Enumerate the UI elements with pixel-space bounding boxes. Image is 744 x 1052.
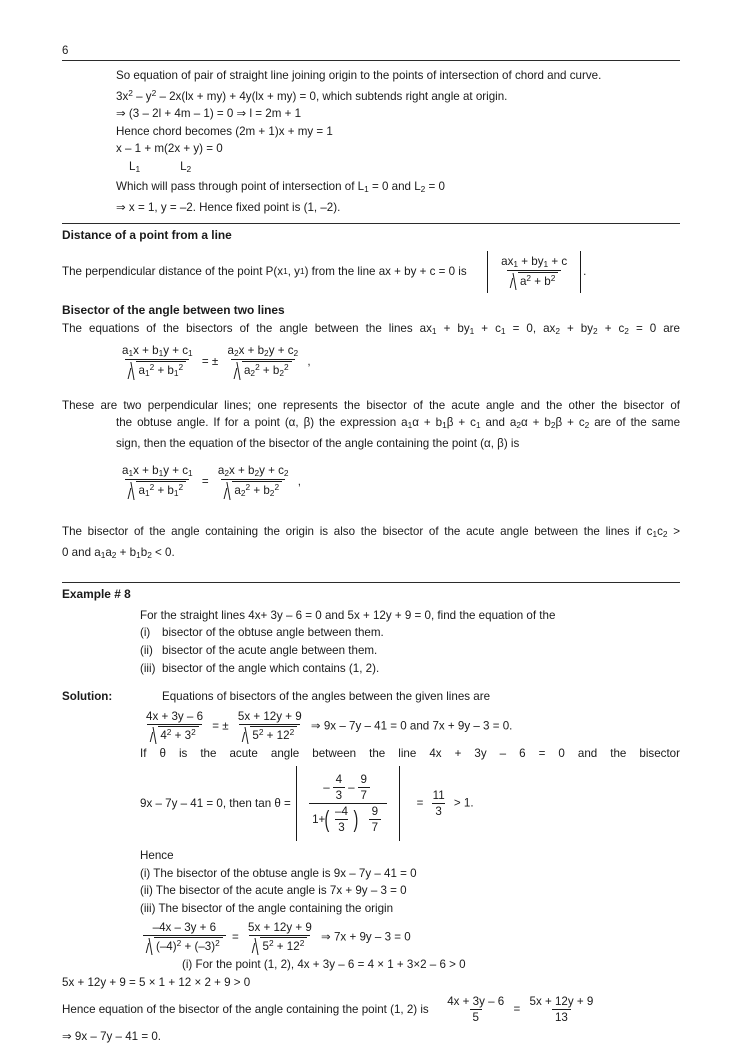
final-statement-text: Hence equation of the bisector of the angle containing the point (1, 2) is: [62, 1003, 429, 1016]
distance-sub-y: 1: [299, 266, 305, 277]
bisector-eq1-left-num: $a_1x + b_1y + c_1$: [122, 343, 193, 358]
bisector-eq2-right-num: $a_2x + b_2y + c_2$: [217, 463, 289, 478]
sqrt-icon: $a^2 + b^2$: [510, 272, 558, 289]
tan-den-frac-paren: $\frac{-4}{3}$: [335, 805, 348, 835]
example-item-0-text: bisector of the obtuse angle between them.: [162, 626, 384, 640]
check-line-1: (i) For the point (1, 2), 4x + 3y – 6 = 4 × 1 + 3×2 – 6 > 0: [182, 958, 466, 972]
example-prompt: For the straight lines 4x+ 3y – 6 = 0 and 5x + 12y + 9 = 0, find the equation of the: [140, 608, 556, 622]
sol-eq2-left: [143, 921, 226, 954]
tan-num-neg: –: [323, 781, 330, 795]
tan-abs-value: [296, 766, 400, 841]
final-eq-right-den: 13: [552, 1009, 571, 1024]
line-labels: [116, 158, 680, 179]
final-statement-row: [62, 991, 680, 1024]
top-line-8: ⇒ x = 1, y = –2. Hence fixed point is (1, –2).: [116, 201, 341, 215]
top-line-7-sub2: 2: [420, 184, 426, 195]
sol-eq2-left-den: [143, 935, 226, 954]
sol-eq2-result: ⇒ 7x + 9y – 3 = 0: [321, 930, 411, 944]
bisector-eq1-left-den: [125, 359, 189, 379]
bisector-equation-2: [62, 464, 680, 500]
top-line-7-sub1: 1: [364, 184, 369, 195]
tan-theta-row: [62, 762, 680, 841]
bisector-para2-line2: the obtuse angle. If for a point (α, β) the expression $a_1\alpha + b_1\beta + c_1$ and $a_2\alpha + b_2\beta + c_2$ are of the same: [116, 416, 681, 431]
bisector-para3-line2: 0 and $a_1a_2 + b_1b_2 < 0$.: [62, 546, 175, 561]
solution-equation-2: [62, 917, 680, 954]
solution-equation-1: [62, 706, 680, 743]
distance-text-a: The perpendicular distance of the point P(x: [62, 265, 284, 279]
label-l1: L: [129, 159, 136, 173]
tan-denominator: [309, 803, 387, 834]
final-eq-right: [527, 995, 597, 1024]
sol-eq2-right-num: 5x + 12y + 9: [248, 921, 312, 935]
tan-numerator: [320, 773, 376, 803]
sol-eq1-left-den: [147, 724, 201, 743]
label-l1-sub: 1: [135, 163, 141, 174]
bisector-eq1-right: [224, 344, 301, 380]
solution-label: Solution:: [62, 690, 113, 704]
top-line-2-mid: – y: [132, 89, 152, 103]
top-line-1: So equation of pair of straight line joining origin to the points of intersection of chord and curve.: [116, 69, 602, 82]
check-line-2: 5x + 12y + 9 = 5 × 1 + 12 × 2 + 9 > 0: [62, 975, 251, 989]
sol-eq1-left-num: 4x + 3y – 6: [146, 709, 204, 723]
sqrt-icon: $a_2^2 + b_2^2$: [234, 361, 292, 379]
bisector-eq2-right: [215, 464, 292, 500]
tan-equals: =: [416, 796, 424, 810]
final-eq-equals: =: [513, 1002, 521, 1016]
distance-text: [62, 263, 467, 281]
tan-result-fraction: [430, 789, 448, 818]
sol-eq2-right-den: [249, 935, 310, 954]
top-line-7-c: = 0: [425, 180, 445, 194]
conclusion-2: (iii) The bisector of the angle containing the origin: [140, 901, 394, 915]
theta-line: If θ is the acute angle between the line 4x + 3y – 6 = 0 and the bisector: [140, 746, 680, 760]
bisector-eq2-left-num: $a_1x + b_1y + c_1$: [122, 463, 193, 478]
distance-sub-x: 1: [283, 266, 288, 277]
final-eq-left: [444, 995, 507, 1024]
sol-eq1-right-den: [239, 724, 300, 743]
example-title: Example # 8: [62, 586, 131, 601]
heading-distance-point-line: Distance of a point from a line: [62, 227, 232, 242]
bisector-eq2-left-den: [125, 479, 189, 499]
sqrt-icon: $a_1^2 + b_1^2$: [128, 361, 186, 379]
tan-result-num: 11: [432, 789, 445, 803]
top-line-4: Hence chord becomes (2m + 1)x + my = 1: [116, 124, 333, 138]
top-line-2-sup2: 2: [151, 87, 157, 98]
top-line-2-sup1: 2: [128, 87, 133, 98]
tan-theta-prefix: 9x – 7y – 41 = 0, then tan θ =: [140, 796, 291, 810]
sqrt-icon: $5^2 + 12^2$: [242, 726, 297, 743]
bisector-eq1-right-den: [231, 359, 295, 379]
bisector-eq1-right-num: $a_2x + b_2y + c_2$: [227, 343, 299, 358]
sol-eq1-plusminus: = ±: [212, 719, 229, 733]
sqrt-icon: $a_1^2 + b_1^2$: [128, 481, 186, 499]
example-item-1-marker: (ii): [140, 644, 153, 657]
sqrt-icon: $(-4)^2 + (-3)^2$: [146, 937, 223, 954]
label-l2: L: [180, 159, 187, 173]
distance-numerator: $ax_1 + by_1 + c$: [501, 254, 568, 269]
bisector-eq2-equals: =: [201, 474, 209, 488]
tan-num-frac-right: $\frac{9}{7}$: [358, 773, 370, 802]
bisector-para-3: [62, 523, 680, 565]
example-item-1: [62, 642, 680, 660]
top-line-7-b: = 0 and L: [368, 180, 421, 194]
sol-eq1-result: ⇒ 9x – 7y – 41 = 0 and 7x + 9y – 3 = 0.: [310, 719, 513, 733]
hence-label: Hence: [140, 849, 174, 863]
sol-eq2-equals: =: [231, 930, 239, 944]
sol-eq2-right: [245, 921, 315, 954]
sol-eq1-right: [235, 710, 305, 743]
final-result: ⇒ 9x – 7y – 41 = 0.: [62, 1030, 161, 1044]
top-line-2: [116, 85, 680, 105]
bisector-equation-1: [62, 341, 680, 380]
tan-num-minus: –: [348, 781, 355, 795]
distance-denominator: [507, 270, 561, 289]
page-number: 6: [62, 45, 69, 57]
tan-den-paren: ( $\frac{-4}{3}$ ): [324, 805, 359, 835]
distance-period: .: [583, 265, 587, 278]
conclusion-1: (ii) The bisector of the acute angle is 7x + 9y – 3 = 0: [140, 884, 407, 898]
bisector-eq1-comma: ,: [307, 354, 311, 368]
sol-eq1-left: [143, 710, 206, 743]
example-item-0-marker: (i): [140, 626, 151, 640]
example-item-0: [62, 624, 680, 642]
example-item-2-text: bisector of the angle which contains (1, 2).: [162, 661, 380, 675]
top-line-2-pre: 3x: [116, 89, 129, 103]
top-line-2-rest: – 2x(lx + my) + 4y(lx + my) = 0, which subtends right angle at origin.: [156, 89, 508, 103]
bisector-eq2-left: [119, 464, 196, 500]
solution-intro: Equations of bisectors of the angles between the given lines are: [162, 690, 491, 704]
sol-eq1-right-num: 5x + 12y + 9: [237, 709, 302, 723]
sqrt-icon: $a_2^2 + b_2^2$: [224, 481, 282, 499]
top-line-7: [116, 178, 680, 199]
bisector-eq2-period: ,: [297, 474, 302, 488]
distance-formula-row: [62, 245, 680, 293]
sol-eq2-left-num: –4x – 3y + 6: [152, 921, 217, 935]
top-line-7-a: Which will pass through point of intersection of L: [116, 180, 365, 194]
tan-result-den: 3: [432, 803, 444, 818]
distance-abs-value: [487, 251, 581, 293]
top-line-3: ⇒ (3 – 2l + 4m – 1) = 0 ⇒ l = 2m + 1: [116, 106, 302, 120]
example-item-1-text: bisector of the acute angle between them.: [162, 644, 378, 657]
example-item-2-marker: (iii): [140, 661, 156, 675]
label-l2-sub: 2: [186, 163, 192, 174]
top-section: [62, 67, 680, 217]
distance-text-b: , y: [287, 265, 300, 279]
final-eq-left-num: 4x + 3y – 6: [447, 995, 505, 1009]
distance-text-c: ) from the line ax + by + c = 0 is: [304, 265, 467, 279]
tan-den-prefix: 1+: [312, 813, 326, 827]
distance-fraction: [498, 255, 570, 289]
tan-num-frac-left: $\frac{4}{3}$: [333, 773, 345, 802]
final-eq-left-den: 5: [470, 1009, 482, 1024]
heading-bisector-two-lines: Bisector of the angle between two lines: [62, 303, 285, 318]
bisector-para2-line3: sign, then the equation of the bisector of the angle containing the point (α, β) is: [116, 436, 520, 450]
example-item-2: [62, 660, 680, 678]
tan-fraction: [309, 773, 387, 834]
page-content: [62, 44, 680, 1046]
solution-row: [62, 688, 680, 706]
sqrt-icon: $4^2 + 3^2$: [150, 726, 198, 743]
conclusion-0: (i) The bisector of the obtuse angle is 9x – 7y – 41 = 0: [140, 866, 417, 880]
tan-den-frac-right: $\frac{9}{7}$: [369, 805, 381, 834]
bisector-eq1-left: [119, 344, 196, 380]
bisector-para-2: [62, 397, 680, 453]
sqrt-icon: $5^2 + 12^2$: [252, 937, 307, 954]
tan-result-suffix: > 1.: [453, 796, 474, 810]
final-eq-right-num: 5x + 12y + 9: [529, 995, 594, 1009]
bisector-para2-line1: These are two perpendicular lines; one represents the bisector of the acute angle and the other the bisector of: [62, 398, 680, 412]
bisector-para3-line1: The bisector of the angle containing the origin is also the bisector of the acute angle between the lines if $c_1c_2$ >: [62, 525, 680, 540]
bisector-eq1-plusminus: = ±: [201, 354, 219, 368]
top-line-5: x – 1 + m(2x + y) = 0: [116, 142, 223, 156]
bisector-intro: The equations of the bisectors of the angle between the lines $ax_1 + by_1 + c_1 = 0$, $ax_2 + by_2 + c_2 = 0$ are: [62, 322, 680, 337]
bisector-eq2-right-den: [221, 479, 285, 499]
